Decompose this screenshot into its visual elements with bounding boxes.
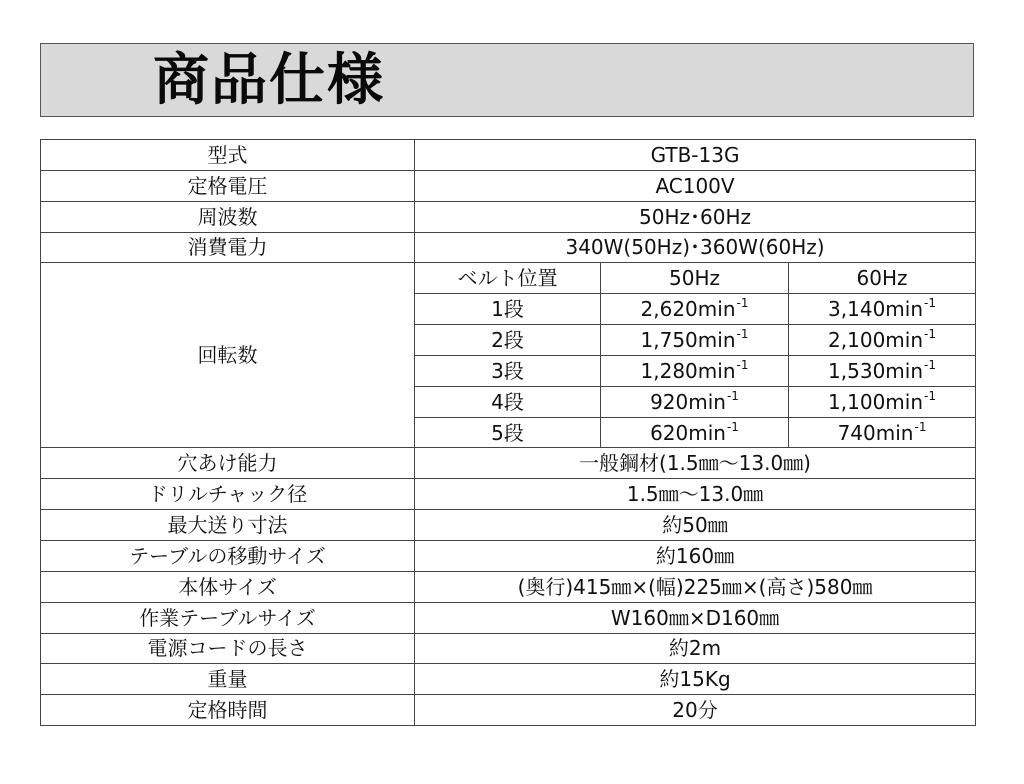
spec-label: 穴あけ能力 — [41, 448, 415, 479]
rpm-header-60hz: 60Hz — [789, 263, 976, 294]
spec-row — [41, 695, 976, 726]
spec-value: 1.5㎜～13.0㎜ — [415, 479, 976, 510]
spec-value: (奥行)415㎜×(幅)225㎜×(高さ)580㎜ — [415, 571, 976, 602]
spec-row — [41, 232, 976, 263]
spec-label: 型式 — [41, 140, 415, 171]
rpm-position: 2段 — [415, 325, 601, 356]
spec-label-rpm: 回転数 — [41, 263, 415, 448]
spec-label: 本体サイズ — [41, 571, 415, 602]
spec-label: 定格時間 — [41, 695, 415, 726]
spec-row — [41, 664, 976, 695]
spec-label: テーブルの移動サイズ — [41, 540, 415, 571]
rpm-value-50hz: $620\min^{-1}$ — [601, 417, 789, 448]
spec-row — [41, 448, 976, 479]
spec-value: 20分 — [415, 695, 976, 726]
rpm-value-50hz: $920\min^{-1}$ — [601, 386, 789, 417]
spec-row — [41, 170, 976, 201]
spec-label: ドリルチャック径 — [41, 479, 415, 510]
spec-value: 340W(50Hz)･360W(60Hz) — [415, 232, 976, 263]
rpm-value-50hz: $1,750\min^{-1}$ — [601, 325, 789, 356]
rpm-position: 5段 — [415, 417, 601, 448]
spec-value: 約160㎜ — [415, 540, 976, 571]
rpm-value-60hz: $2,100\min^{-1}$ — [789, 325, 976, 356]
spec-value: 一般鋼材(1.5㎜～13.0㎜) — [415, 448, 976, 479]
page-title: 商品仕様 — [153, 48, 385, 113]
spec-label: 最大送り寸法 — [41, 510, 415, 541]
spec-value: AC100V — [415, 170, 976, 201]
spec-value: GTB-13G — [415, 140, 976, 171]
spec-row — [41, 540, 976, 571]
spec-value: W160㎜×D160㎜ — [415, 602, 976, 633]
spec-row — [41, 571, 976, 602]
rpm-value-60hz: $740\min^{-1}$ — [789, 417, 976, 448]
spec-value: 約50㎜ — [415, 510, 976, 541]
spec-row — [41, 602, 976, 633]
rpm-value-60hz: $1,530\min^{-1}$ — [789, 355, 976, 386]
spec-label: 消費電力 — [41, 232, 415, 263]
rpm-header-row — [41, 263, 976, 294]
spec-label: 重量 — [41, 664, 415, 695]
spec-row — [41, 633, 976, 664]
rpm-header-50hz: 50Hz — [601, 263, 789, 294]
spec-label: 定格電圧 — [41, 170, 415, 201]
rpm-value-60hz: $1,100\min^{-1}$ — [789, 386, 976, 417]
rpm-position: 4段 — [415, 386, 601, 417]
spec-label: 周波数 — [41, 201, 415, 232]
spec-value: 50Hz･60Hz — [415, 201, 976, 232]
rpm-header-belt: ベルト位置 — [415, 263, 601, 294]
spec-label: 電源コードの長さ — [41, 633, 415, 664]
rpm-position: 1段 — [415, 294, 601, 325]
spec-table — [40, 139, 976, 726]
title-banner — [40, 43, 974, 117]
rpm-value-50hz: $1,280\min^{-1}$ — [601, 355, 789, 386]
spec-value: 約2m — [415, 633, 976, 664]
rpm-value-60hz: $3,140\min^{-1}$ — [789, 294, 976, 325]
spec-row — [41, 479, 976, 510]
spec-row — [41, 201, 976, 232]
spec-row — [41, 140, 976, 171]
rpm-position: 3段 — [415, 355, 601, 386]
rpm-value-50hz: $2,620\min^{-1}$ — [601, 294, 789, 325]
spec-value: 約15Kg — [415, 664, 976, 695]
spec-label: 作業テーブルサイズ — [41, 602, 415, 633]
spec-row — [41, 510, 976, 541]
